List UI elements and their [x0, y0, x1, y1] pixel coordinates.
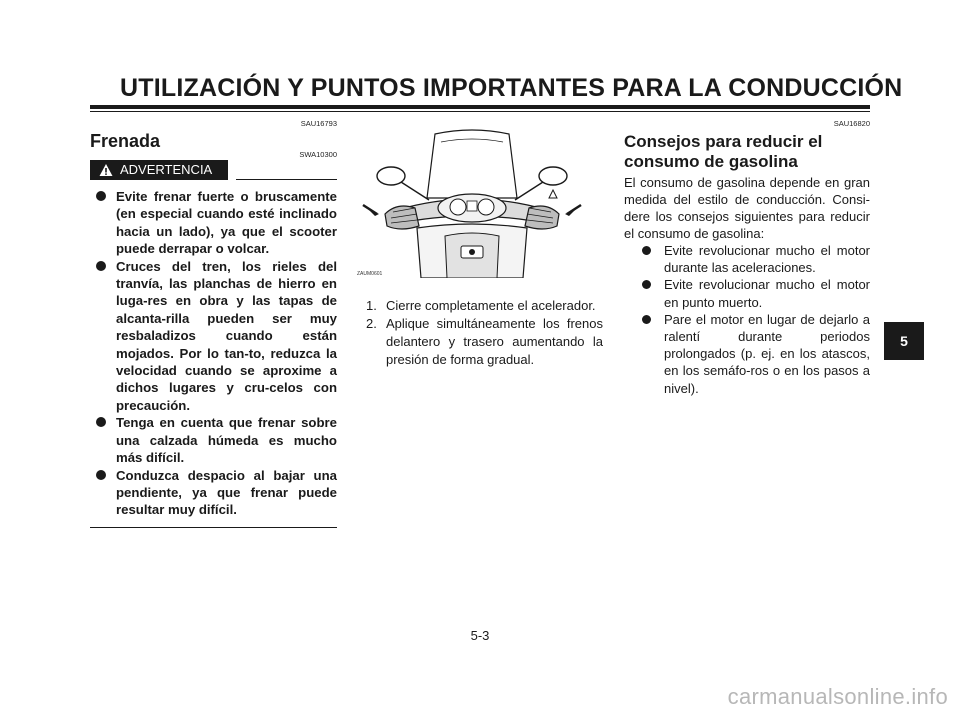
warning-text: Cruces del tren, los rieles del tranvía, las planchas de hierro en luga-res en obra y las tapas de alcanta-rilla pueden ser muy resbaladizos cuando están mojados. Por lo tan-to, reduzca la velocidad cuando se aproxime a dichos lugares y cru-celos con precaución. — [116, 258, 337, 413]
header-rule-thin — [90, 111, 870, 112]
header-rule-thick — [90, 105, 870, 109]
step-item — [366, 297, 603, 315]
warning-triangle-icon — [99, 163, 113, 177]
bullet-icon — [96, 191, 106, 201]
bullet-icon — [96, 417, 106, 427]
bullet-icon — [96, 261, 106, 271]
list-item — [624, 276, 870, 310]
warning-header — [90, 158, 337, 182]
fuel-section — [624, 132, 870, 397]
step-text: Aplique simultáneamente los frenos delantero y trasero aumentando la presión de forma gradual. — [386, 316, 603, 367]
bullet-icon — [642, 280, 651, 289]
step-number: 1. — [366, 298, 377, 313]
fuel-intro: El consumo de gasolina depende en gran medida del estilo de conducción. Consi-dere los consejos siguientes para reducir el consumo de gasolina: — [624, 175, 870, 241]
warning-rule — [236, 179, 337, 180]
step-text: Cierre completamente el acelerador. — [386, 298, 596, 313]
braking-steps — [366, 297, 603, 369]
tip-text: Evite revolucionar mucho el motor durante las aceleraciones. — [664, 243, 870, 276]
list-item — [90, 467, 337, 519]
warning-text: Evite frenar fuerte o bruscamente (en especial cuando esté inclinado hacia un lado), ya que el scooter puede derrapar o volcar. — [116, 189, 337, 257]
figure-code: ZAUM0601 — [357, 271, 383, 277]
fuel-title-line1: Consejos para reducir el — [624, 132, 823, 151]
fuel-tips-list — [624, 242, 870, 397]
warning-list — [90, 188, 337, 519]
list-item — [624, 311, 870, 397]
page-header-title: UTILIZACIÓN Y PUNTOS IMPORTANTES PARA LA CONDUCCIÓN — [120, 74, 903, 102]
bullet-icon — [642, 315, 651, 324]
watermark: carmanualsonline.info — [727, 684, 948, 709]
list-item — [624, 242, 870, 276]
braking-section-code: SAU16793 — [300, 119, 337, 128]
warning-label-box — [90, 160, 228, 180]
bullet-icon — [642, 246, 651, 255]
list-item — [90, 188, 337, 258]
warning-text: Tenga en cuenta que frenar sobre una calzada húmeda es mucho más difícil. — [116, 415, 337, 466]
chapter-tab: 5 — [884, 322, 924, 360]
warning-text: Conduzca despacio al bajar una pendiente, ya que frenar puede resultar muy difícil. — [116, 467, 337, 518]
braking-title: Frenada — [90, 131, 161, 151]
list-item — [90, 258, 337, 415]
tip-text: Pare el motor en lugar de dejarlo a ralentí durante periodos prolongados (p. ej. en los atascos, en los semáfo-ros o en los pasos a nivel). — [664, 311, 870, 396]
step-item — [366, 315, 603, 369]
fuel-title — [624, 132, 870, 172]
fuel-title-line2: consumo de gasolina — [624, 152, 798, 171]
page-number: 5-3 — [470, 628, 490, 643]
tip-text: Evite revolucionar mucho el motor en punto muerto. — [664, 277, 870, 310]
warning-code: SWA10300 — [299, 150, 337, 159]
fuel-section-code: SAU16820 — [833, 119, 870, 128]
warning-label: ADVERTENCIA — [120, 162, 213, 177]
scooter-handlebar-illustration — [357, 128, 587, 278]
list-item — [90, 414, 337, 466]
bullet-icon — [96, 470, 106, 480]
braking-section — [90, 130, 337, 528]
step-number: 2. — [366, 316, 377, 331]
warning-end-rule — [90, 527, 337, 529]
